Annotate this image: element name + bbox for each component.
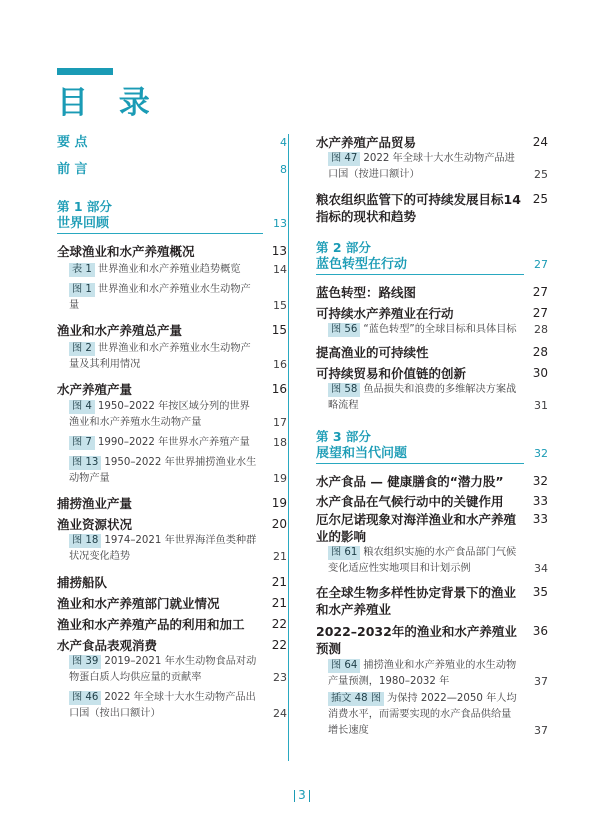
toc-entry-title — [316, 428, 524, 445]
toc-entry-prelim[interactable] — [57, 161, 287, 188]
toc-entry-sec[interactable] — [316, 493, 548, 510]
toc-entry-page: 25 — [534, 168, 548, 181]
toc-entry-text: 第 1 部分 — [57, 199, 112, 214]
toc-entry-title — [57, 495, 263, 512]
toc-entry-text: 粮农组织实施的水产食品部门气候变化适应性实地项目和计划示例 — [328, 547, 517, 574]
toc-entry-sub[interactable] — [57, 282, 287, 314]
toc-entry-text: 要 点 — [57, 135, 88, 150]
toc-entry-text: 1950–2022 年世界捕捞渔业水生动物产量 — [69, 457, 257, 484]
toc-entry-title — [69, 399, 263, 431]
toc-entry-page: 36 — [532, 624, 548, 638]
toc-entry-part[interactable] — [316, 428, 548, 445]
toc-entry-title — [316, 365, 524, 382]
toc-entry-text: 提高渔业的可持续性 — [316, 345, 429, 360]
toc-entry-title — [316, 473, 524, 490]
toc-entry-text: 可持续贸易和价值链的创新 — [316, 366, 467, 381]
toc-entry-page: 4 — [280, 136, 287, 149]
toc-entry-text: 渔业资源状况 — [57, 517, 133, 532]
figure-tag: 图 2 — [69, 342, 95, 356]
toc-entry-text: 2019–2021 年水生动物食品对动物蛋白质人均供应量的贡献率 — [69, 656, 257, 683]
toc-entry-text: 鱼品损失和浪费的多维解决方案战略流程 — [328, 384, 517, 411]
toc-entry-sec[interactable] — [316, 344, 548, 361]
toc-entry-title — [57, 215, 263, 234]
toc-entry-title — [316, 239, 524, 256]
toc-entry-sec[interactable] — [316, 134, 548, 151]
toc-entry-text: 第 3 部分 — [316, 429, 371, 444]
toc-entry-text: 水产食品 — 健康膳食的“潜力股” — [316, 474, 504, 489]
toc-entry-page: 32 — [532, 474, 548, 488]
toc-entry-page: 16 — [273, 358, 287, 371]
figure-tag: 图 46 — [69, 691, 101, 705]
toc-entry-title — [57, 161, 263, 179]
toc-entry-title — [328, 151, 524, 183]
toc-entry-sec[interactable] — [57, 495, 287, 512]
toc-entry-text: 世界渔业和水产养殖业水生动物产量 — [69, 284, 251, 311]
toc-entry-part-title[interactable] — [316, 256, 548, 275]
toc-entry-sec[interactable] — [57, 322, 287, 339]
toc-entry-sec[interactable] — [316, 305, 548, 322]
toc-entry-sub[interactable] — [57, 455, 287, 487]
toc-entry-sub[interactable] — [57, 262, 287, 278]
toc-entry-page: 15 — [271, 323, 287, 337]
toc-entry-page: 22 — [271, 638, 287, 652]
toc-entry-text: 捕捞渔业产量 — [57, 496, 133, 511]
toc-entry-page: 34 — [534, 562, 548, 575]
toc-entry-sub[interactable] — [57, 399, 287, 431]
toc-entry-text: 2022 年全球十大水生动物产品进口国（按进口额计） — [328, 153, 515, 180]
toc-entry-sub[interactable] — [316, 151, 548, 183]
toc-entry-title — [316, 256, 524, 275]
toc-entry-title — [57, 198, 263, 215]
toc-entry-page: 28 — [534, 323, 548, 336]
toc-entry-text: 世界渔业和水产养殖业水生动物产量及其利用情况 — [69, 343, 251, 370]
toc-entry-title — [316, 445, 524, 464]
toc-entry-title — [57, 134, 263, 152]
toc-entry-sub[interactable] — [316, 658, 548, 690]
title-accent-bar — [57, 68, 113, 75]
toc-entry-text: 1950–2022 年按区域分列的世界渔业和水产养殖水生动物产量 — [69, 401, 250, 428]
figure-tag: 表 1 — [69, 263, 95, 277]
toc-entry-sec[interactable] — [316, 584, 548, 618]
toc-entry-sub[interactable] — [316, 691, 548, 739]
toc-entry-sec[interactable] — [57, 381, 287, 398]
figure-tag: 图 1 — [69, 283, 95, 297]
toc-column-left — [57, 134, 289, 761]
toc-entry-page: 32 — [534, 447, 548, 460]
toc-entry-page: 16 — [271, 382, 287, 396]
toc-entry-title — [316, 134, 524, 151]
toc-entry-text: 捕捞渔业和水产养殖业的水生动物产量预测，1980–2032 年 — [328, 660, 517, 687]
toc-entry-part-title[interactable] — [316, 445, 548, 464]
toc-entry-title — [316, 623, 524, 657]
toc-entry-sec[interactable] — [57, 595, 287, 612]
toc-entry-prelim[interactable] — [57, 134, 287, 161]
toc-entry-text: 2022–2032年的渔业和水产养殖业预测 — [316, 624, 517, 656]
toc-entry-sub[interactable] — [316, 545, 548, 577]
toc-entry-page: 31 — [534, 399, 548, 412]
toc-entry-sec[interactable] — [316, 623, 548, 657]
page-number: 3 — [298, 788, 306, 802]
toc-entry-page: 35 — [532, 585, 548, 599]
toc-entry-title — [316, 584, 524, 618]
toc-entry-title — [57, 381, 263, 398]
toc-entry-text: “蓝色转型”的全球目标和具体目标 — [363, 324, 517, 335]
page-footer — [0, 788, 604, 802]
toc-entry-title — [69, 654, 263, 686]
toc-entry-sec[interactable] — [316, 511, 548, 545]
toc-entry-text: 水产养殖产品贸易 — [316, 135, 417, 150]
toc-entry-page: 17 — [273, 416, 287, 429]
toc-entry-page: 15 — [273, 299, 287, 312]
toc-entry-page: 21 — [271, 575, 287, 589]
footer-divider-left — [294, 790, 295, 802]
toc-entry-text: 渔业和水产养殖部门就业情况 — [57, 596, 220, 611]
toc-entry-title — [69, 435, 263, 451]
figure-tag: 图 39 — [69, 655, 101, 669]
toc-entry-title — [328, 658, 524, 690]
toc-entry-page: 27 — [532, 285, 548, 299]
toc-entry-page: 30 — [532, 366, 548, 380]
toc-entry-text: 蓝色转型：路线图 — [316, 285, 417, 300]
toc-entry-sub[interactable] — [57, 690, 287, 722]
toc-entry-page: 14 — [273, 263, 287, 276]
toc-entry-title — [57, 322, 263, 339]
toc-entry-title — [328, 545, 524, 577]
toc-entry-page: 21 — [273, 550, 287, 563]
toc-entry-page: 37 — [534, 724, 548, 737]
toc-entry-part[interactable] — [57, 198, 287, 215]
toc-entry-text: 厄尔尼诺现象对海洋渔业和水产养殖业的影响 — [316, 512, 517, 544]
toc-entry-text: 水产养殖产量 — [57, 382, 133, 397]
figure-tag: 图 18 — [69, 534, 101, 548]
footer-divider-right — [309, 790, 310, 802]
toc-entry-part-title[interactable] — [57, 215, 287, 234]
toc-entry-sub[interactable] — [57, 654, 287, 686]
toc-entry-page: 13 — [273, 217, 287, 230]
toc-entry-text: 可持续水产养殖业在行动 — [316, 306, 454, 321]
toc-entry-text: 世界回顾 — [57, 216, 110, 231]
toc-entry-page: 21 — [271, 596, 287, 610]
figure-tag: 插文 48 图 — [328, 692, 384, 706]
toc-entry-sec[interactable] — [57, 616, 287, 633]
toc-entry-sec[interactable] — [316, 284, 548, 301]
toc-entry-page: 8 — [280, 163, 287, 176]
toc-entry-page: 13 — [271, 244, 287, 258]
toc-entry-title — [69, 690, 263, 722]
toc-entry-text: 捕捞船队 — [57, 575, 108, 590]
toc-entry-text: 水产食品表观消费 — [57, 638, 158, 653]
toc-entry-sec[interactable] — [316, 473, 548, 490]
toc-entry-text: 第 2 部分 — [316, 240, 371, 255]
figure-tag: 图 13 — [69, 456, 101, 470]
toc-entry-page: 27 — [534, 258, 548, 271]
toc-entry-sub[interactable] — [316, 382, 548, 414]
toc-entry-text: 在全球生物多样性协定背景下的渔业和水产养殖业 — [316, 585, 517, 617]
toc-entry-title — [57, 574, 263, 591]
toc-entry-page: 22 — [271, 617, 287, 631]
toc-entry-title — [316, 191, 524, 225]
toc-entry-title — [57, 595, 263, 612]
figure-tag: 图 4 — [69, 400, 95, 414]
figure-tag: 图 7 — [69, 436, 95, 450]
toc-entry-text: 1974–2021 年世界海洋鱼类种群状况变化趋势 — [69, 535, 257, 562]
toc-entry-page: 25 — [532, 192, 548, 206]
toc-entry-page: 18 — [273, 436, 287, 449]
toc-entry-text: 前 言 — [57, 162, 88, 177]
page-title: 目 录 — [57, 85, 160, 121]
toc-entry-page: 24 — [532, 135, 548, 149]
toc-entry-page: 28 — [532, 345, 548, 359]
toc-entry-text: 世界渔业和水产养殖业趋势概览 — [97, 264, 241, 275]
toc-entry-part[interactable] — [316, 239, 548, 256]
toc-entry-title — [328, 691, 524, 739]
toc-entry-title — [328, 322, 524, 338]
figure-tag: 图 47 — [328, 152, 360, 166]
toc-entry-sub[interactable] — [57, 533, 287, 565]
toc-entry-title — [69, 282, 263, 314]
toc-entry-page: 33 — [532, 494, 548, 508]
toc-entry-sec[interactable] — [57, 243, 287, 260]
toc-entry-sec[interactable] — [316, 191, 548, 225]
toc-entry-title — [316, 344, 524, 361]
toc-entry-sec[interactable] — [57, 574, 287, 591]
toc-entry-text: 水产食品在气候行动中的关键作用 — [316, 494, 504, 509]
toc-entry-text: 为保持 2022—2050 年人均消费水平，而需要实现的水产食品供给量增长速度 — [328, 693, 517, 736]
toc-entry-page: 33 — [532, 512, 548, 526]
toc-entry-title — [69, 262, 263, 278]
toc-entry-text: 蓝色转型在行动 — [316, 257, 408, 272]
toc-entry-title — [328, 382, 524, 414]
toc-entry-text: 渔业和水产养殖产品的利用和加工 — [57, 617, 245, 632]
toc-entry-title — [316, 284, 524, 301]
toc-entry-page: 19 — [273, 472, 287, 485]
toc-entry-text: 1990–2022 年世界水产养殖产量 — [97, 437, 250, 448]
toc-entry-sub[interactable] — [316, 322, 548, 338]
toc-entry-sec[interactable] — [57, 637, 287, 654]
toc-entry-text: 粮农组织监管下的可持续发展目标14指标的现状和趋势 — [316, 192, 521, 224]
toc-entry-page: 37 — [534, 675, 548, 688]
toc-column-right — [316, 134, 548, 739]
toc-entry-title — [69, 455, 263, 487]
figure-tag: 图 56 — [328, 323, 360, 337]
toc-entry-page: 19 — [271, 496, 287, 510]
toc-entry-title — [316, 305, 524, 322]
toc-entry-text: 展望和当代问题 — [316, 446, 408, 461]
toc-entry-page: 23 — [273, 671, 287, 684]
toc-entry-page: 24 — [273, 707, 287, 720]
toc-entry-title — [316, 511, 524, 545]
toc-entry-title — [69, 533, 263, 565]
figure-tag: 图 64 — [328, 659, 360, 673]
toc-entry-title — [316, 493, 524, 510]
toc-entry-page: 27 — [532, 306, 548, 320]
figure-tag: 图 58 — [328, 383, 360, 397]
toc-entry-sec[interactable] — [316, 365, 548, 382]
toc-entry-text: 全球渔业和水产养殖概况 — [57, 244, 195, 259]
figure-tag: 图 61 — [328, 546, 360, 560]
toc-entry-title — [57, 243, 263, 260]
toc-entry-sub[interactable] — [57, 435, 287, 451]
toc-entry-title — [69, 341, 263, 373]
toc-entry-page: 20 — [271, 517, 287, 531]
toc-entry-title — [57, 637, 263, 654]
toc-entry-sub[interactable] — [57, 341, 287, 373]
toc-entry-title — [57, 516, 263, 533]
toc-entry-text: 渔业和水产养殖总产量 — [57, 323, 183, 338]
toc-entry-text: 2022 年全球十大水生动物产品出口国（按出口额计） — [69, 692, 256, 719]
toc-entry-title — [57, 616, 263, 633]
toc-entry-sec[interactable] — [57, 516, 287, 533]
